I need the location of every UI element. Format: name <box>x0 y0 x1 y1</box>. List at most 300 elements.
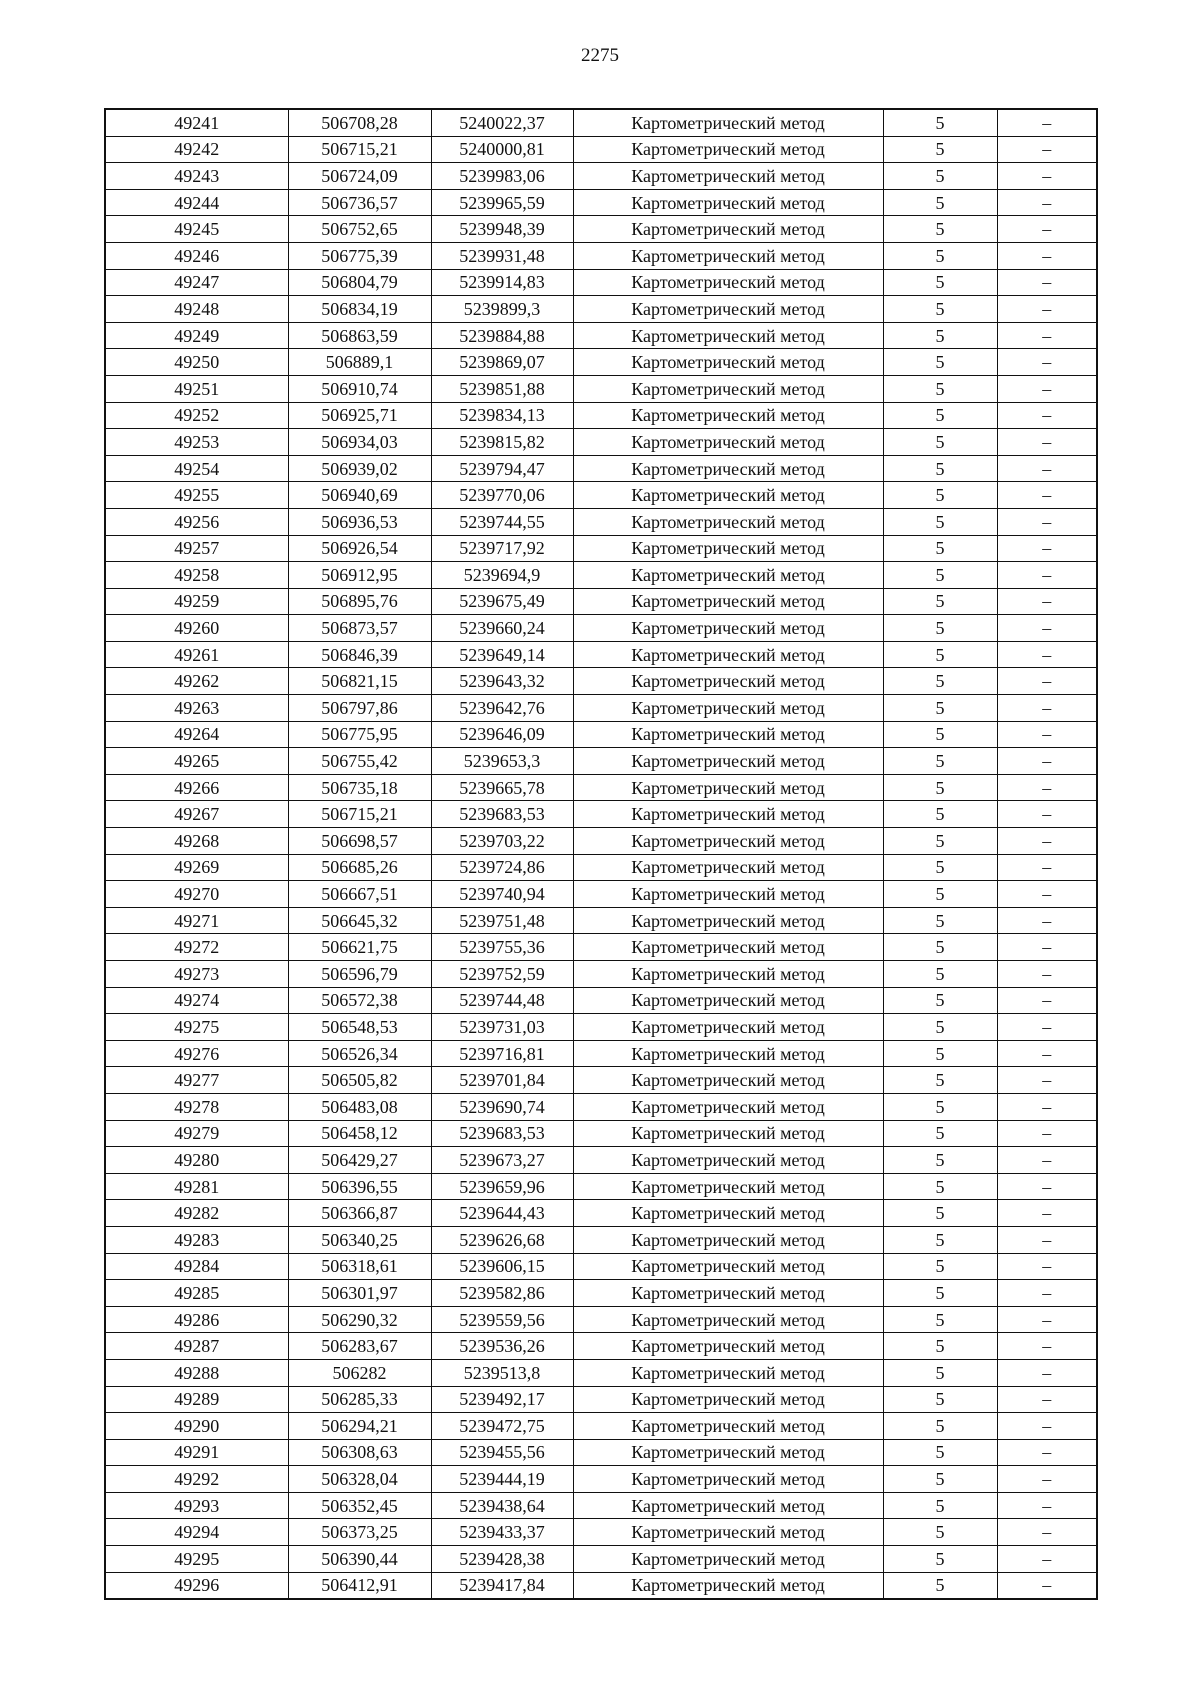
accuracy-cell: 5 <box>883 774 997 801</box>
point-id-cell: 49262 <box>105 668 288 695</box>
point-id-cell: 49251 <box>105 375 288 402</box>
method-cell: Картометрический метод <box>573 375 883 402</box>
x-coordinate-cell: 506685,26 <box>288 854 431 881</box>
accuracy-cell: 5 <box>883 1386 997 1413</box>
accuracy-cell: 5 <box>883 535 997 562</box>
method-cell: Картометрический метод <box>573 1120 883 1147</box>
point-id-cell: 49252 <box>105 402 288 429</box>
table-row <box>105 1067 1097 1094</box>
x-coordinate-cell: 506390,44 <box>288 1546 431 1573</box>
accuracy-cell: 5 <box>883 748 997 775</box>
accuracy-cell: 5 <box>883 1067 997 1094</box>
note-cell: – <box>997 163 1097 190</box>
table-row <box>105 1253 1097 1280</box>
y-coordinate-cell: 5239438,64 <box>431 1492 573 1519</box>
table-row <box>105 1200 1097 1227</box>
method-cell: Картометрический метод <box>573 562 883 589</box>
x-coordinate-cell: 506621,75 <box>288 934 431 961</box>
method-cell: Картометрический метод <box>573 1333 883 1360</box>
x-coordinate-cell: 506775,39 <box>288 242 431 269</box>
point-id-cell: 49272 <box>105 934 288 961</box>
accuracy-cell: 5 <box>883 322 997 349</box>
note-cell: – <box>997 1413 1097 1440</box>
accuracy-cell: 5 <box>883 961 997 988</box>
x-coordinate-cell: 506873,57 <box>288 615 431 642</box>
table-row <box>105 402 1097 429</box>
table-row <box>105 508 1097 535</box>
table-row <box>105 1572 1097 1599</box>
table-row <box>105 881 1097 908</box>
point-id-cell: 49285 <box>105 1280 288 1307</box>
coordinates-table-body <box>105 109 1097 1599</box>
table-row <box>105 641 1097 668</box>
y-coordinate-cell: 5239683,53 <box>431 1120 573 1147</box>
y-coordinate-cell: 5239433,37 <box>431 1519 573 1546</box>
method-cell: Картометрический метод <box>573 961 883 988</box>
accuracy-cell: 5 <box>883 1572 997 1599</box>
x-coordinate-cell: 506834,19 <box>288 296 431 323</box>
x-coordinate-cell: 506328,04 <box>288 1466 431 1493</box>
table-row <box>105 1226 1097 1253</box>
note-cell: – <box>997 987 1097 1014</box>
point-id-cell: 49243 <box>105 163 288 190</box>
x-coordinate-cell: 506429,27 <box>288 1147 431 1174</box>
table-row <box>105 1306 1097 1333</box>
y-coordinate-cell: 5239752,59 <box>431 961 573 988</box>
table-row <box>105 1120 1097 1147</box>
accuracy-cell: 5 <box>883 668 997 695</box>
method-cell: Картометрический метод <box>573 163 883 190</box>
accuracy-cell: 5 <box>883 695 997 722</box>
accuracy-cell: 5 <box>883 1519 997 1546</box>
method-cell: Картометрический метод <box>573 1253 883 1280</box>
point-id-cell: 49278 <box>105 1093 288 1120</box>
point-id-cell: 49270 <box>105 881 288 908</box>
y-coordinate-cell: 5239717,92 <box>431 535 573 562</box>
note-cell: – <box>997 801 1097 828</box>
accuracy-cell: 5 <box>883 455 997 482</box>
accuracy-cell: 5 <box>883 1466 997 1493</box>
table-row <box>105 1466 1097 1493</box>
note-cell: – <box>997 588 1097 615</box>
point-id-cell: 49258 <box>105 562 288 589</box>
note-cell: – <box>997 1333 1097 1360</box>
note-cell: – <box>997 1067 1097 1094</box>
point-id-cell: 49255 <box>105 482 288 509</box>
x-coordinate-cell: 506340,25 <box>288 1226 431 1253</box>
point-id-cell: 49267 <box>105 801 288 828</box>
x-coordinate-cell: 506724,09 <box>288 163 431 190</box>
point-id-cell: 49283 <box>105 1226 288 1253</box>
method-cell: Картометрический метод <box>573 1359 883 1386</box>
table-row <box>105 1519 1097 1546</box>
x-coordinate-cell: 506804,79 <box>288 269 431 296</box>
method-cell: Картометрический метод <box>573 1093 883 1120</box>
point-id-cell: 49257 <box>105 535 288 562</box>
y-coordinate-cell: 5239673,27 <box>431 1147 573 1174</box>
y-coordinate-cell: 5239731,03 <box>431 1014 573 1041</box>
note-cell: – <box>997 216 1097 243</box>
method-cell: Картометрический метод <box>573 482 883 509</box>
point-id-cell: 49275 <box>105 1014 288 1041</box>
method-cell: Картометрический метод <box>573 721 883 748</box>
point-id-cell: 49282 <box>105 1200 288 1227</box>
x-coordinate-cell: 506895,76 <box>288 588 431 615</box>
y-coordinate-cell: 5239626,68 <box>431 1226 573 1253</box>
note-cell: – <box>997 881 1097 908</box>
method-cell: Картометрический метод <box>573 1386 883 1413</box>
table-row <box>105 136 1097 163</box>
table-row <box>105 1173 1097 1200</box>
point-id-cell: 49261 <box>105 641 288 668</box>
y-coordinate-cell: 5239582,86 <box>431 1280 573 1307</box>
x-coordinate-cell: 506936,53 <box>288 508 431 535</box>
method-cell: Картометрический метод <box>573 269 883 296</box>
x-coordinate-cell: 506596,79 <box>288 961 431 988</box>
x-coordinate-cell: 506572,38 <box>288 987 431 1014</box>
table-row <box>105 535 1097 562</box>
x-coordinate-cell: 506846,39 <box>288 641 431 668</box>
note-cell: – <box>997 668 1097 695</box>
x-coordinate-cell: 506752,65 <box>288 216 431 243</box>
table-row <box>105 1147 1097 1174</box>
method-cell: Картометрический метод <box>573 242 883 269</box>
accuracy-cell: 5 <box>883 828 997 855</box>
x-coordinate-cell: 506715,21 <box>288 136 431 163</box>
note-cell: – <box>997 907 1097 934</box>
table-row <box>105 695 1097 722</box>
note-cell: – <box>997 1120 1097 1147</box>
accuracy-cell: 5 <box>883 907 997 934</box>
point-id-cell: 49290 <box>105 1413 288 1440</box>
y-coordinate-cell: 5239653,3 <box>431 748 573 775</box>
x-coordinate-cell: 506939,02 <box>288 455 431 482</box>
y-coordinate-cell: 5239751,48 <box>431 907 573 934</box>
y-coordinate-cell: 5239649,14 <box>431 641 573 668</box>
accuracy-cell: 5 <box>883 216 997 243</box>
y-coordinate-cell: 5239559,56 <box>431 1306 573 1333</box>
method-cell: Картометрический метод <box>573 1200 883 1227</box>
table-row <box>105 163 1097 190</box>
point-id-cell: 49280 <box>105 1147 288 1174</box>
point-id-cell: 49264 <box>105 721 288 748</box>
y-coordinate-cell: 5239659,96 <box>431 1173 573 1200</box>
point-id-cell: 49246 <box>105 242 288 269</box>
method-cell: Картометрический метод <box>573 296 883 323</box>
method-cell: Картометрический метод <box>573 934 883 961</box>
y-coordinate-cell: 5239660,24 <box>431 615 573 642</box>
x-coordinate-cell: 506934,03 <box>288 429 431 456</box>
point-id-cell: 49284 <box>105 1253 288 1280</box>
accuracy-cell: 5 <box>883 402 997 429</box>
x-coordinate-cell: 506821,15 <box>288 668 431 695</box>
note-cell: – <box>997 189 1097 216</box>
accuracy-cell: 5 <box>883 1439 997 1466</box>
note-cell: – <box>997 1014 1097 1041</box>
x-coordinate-cell: 506290,32 <box>288 1306 431 1333</box>
x-coordinate-cell: 506282 <box>288 1359 431 1386</box>
x-coordinate-cell: 506940,69 <box>288 482 431 509</box>
point-id-cell: 49263 <box>105 695 288 722</box>
point-id-cell: 49277 <box>105 1067 288 1094</box>
accuracy-cell: 5 <box>883 987 997 1014</box>
method-cell: Картометрический метод <box>573 429 883 456</box>
note-cell: – <box>997 1200 1097 1227</box>
x-coordinate-cell: 506505,82 <box>288 1067 431 1094</box>
point-id-cell: 49247 <box>105 269 288 296</box>
table-row <box>105 349 1097 376</box>
method-cell: Картометрический метод <box>573 535 883 562</box>
accuracy-cell: 5 <box>883 1546 997 1573</box>
table-row <box>105 1413 1097 1440</box>
accuracy-cell: 5 <box>883 801 997 828</box>
method-cell: Картометрический метод <box>573 455 883 482</box>
method-cell: Картометрический метод <box>573 1280 883 1307</box>
accuracy-cell: 5 <box>883 1173 997 1200</box>
y-coordinate-cell: 5239644,43 <box>431 1200 573 1227</box>
x-coordinate-cell: 506301,97 <box>288 1280 431 1307</box>
y-coordinate-cell: 5239914,83 <box>431 269 573 296</box>
accuracy-cell: 5 <box>883 641 997 668</box>
table-row <box>105 322 1097 349</box>
y-coordinate-cell: 5239642,76 <box>431 695 573 722</box>
y-coordinate-cell: 5239899,3 <box>431 296 573 323</box>
table-row <box>105 934 1097 961</box>
note-cell: – <box>997 375 1097 402</box>
table-row <box>105 774 1097 801</box>
y-coordinate-cell: 5239931,48 <box>431 242 573 269</box>
method-cell: Картометрический метод <box>573 854 883 881</box>
x-coordinate-cell: 506889,1 <box>288 349 431 376</box>
x-coordinate-cell: 506645,32 <box>288 907 431 934</box>
method-cell: Картометрический метод <box>573 774 883 801</box>
y-coordinate-cell: 5239834,13 <box>431 402 573 429</box>
table-row <box>105 987 1097 1014</box>
accuracy-cell: 5 <box>883 109 997 136</box>
note-cell: – <box>997 641 1097 668</box>
point-id-cell: 49260 <box>105 615 288 642</box>
method-cell: Картометрический метод <box>573 349 883 376</box>
y-coordinate-cell: 5239744,55 <box>431 508 573 535</box>
accuracy-cell: 5 <box>883 854 997 881</box>
note-cell: – <box>997 269 1097 296</box>
note-cell: – <box>997 961 1097 988</box>
method-cell: Картометрический метод <box>573 748 883 775</box>
table-row <box>105 801 1097 828</box>
table-row <box>105 1386 1097 1413</box>
accuracy-cell: 5 <box>883 934 997 961</box>
accuracy-cell: 5 <box>883 1147 997 1174</box>
note-cell: – <box>997 1466 1097 1493</box>
accuracy-cell: 5 <box>883 375 997 402</box>
accuracy-cell: 5 <box>883 242 997 269</box>
y-coordinate-cell: 5239690,74 <box>431 1093 573 1120</box>
x-coordinate-cell: 506698,57 <box>288 828 431 855</box>
note-cell: – <box>997 1253 1097 1280</box>
method-cell: Картометрический метод <box>573 136 883 163</box>
x-coordinate-cell: 506708,28 <box>288 109 431 136</box>
accuracy-cell: 5 <box>883 269 997 296</box>
table-row <box>105 615 1097 642</box>
page-number: 2275 <box>581 45 619 66</box>
y-coordinate-cell: 5239513,8 <box>431 1359 573 1386</box>
x-coordinate-cell: 506736,57 <box>288 189 431 216</box>
x-coordinate-cell: 506396,55 <box>288 1173 431 1200</box>
method-cell: Картометрический метод <box>573 881 883 908</box>
y-coordinate-cell: 5240022,37 <box>431 109 573 136</box>
note-cell: – <box>997 1173 1097 1200</box>
method-cell: Картометрический метод <box>573 216 883 243</box>
point-id-cell: 49274 <box>105 987 288 1014</box>
y-coordinate-cell: 5239643,32 <box>431 668 573 695</box>
x-coordinate-cell: 506366,87 <box>288 1200 431 1227</box>
note-cell: – <box>997 748 1097 775</box>
table-row <box>105 1040 1097 1067</box>
accuracy-cell: 5 <box>883 429 997 456</box>
note-cell: – <box>997 721 1097 748</box>
table-row <box>105 429 1097 456</box>
x-coordinate-cell: 506318,61 <box>288 1253 431 1280</box>
method-cell: Картометрический метод <box>573 109 883 136</box>
table-row <box>105 482 1097 509</box>
y-coordinate-cell: 5239948,39 <box>431 216 573 243</box>
accuracy-cell: 5 <box>883 721 997 748</box>
method-cell: Картометрический метод <box>573 1519 883 1546</box>
y-coordinate-cell: 5239683,53 <box>431 801 573 828</box>
table-row <box>105 1014 1097 1041</box>
y-coordinate-cell: 5239744,48 <box>431 987 573 1014</box>
point-id-cell: 49276 <box>105 1040 288 1067</box>
note-cell: – <box>997 402 1097 429</box>
table-row <box>105 907 1097 934</box>
point-id-cell: 49286 <box>105 1306 288 1333</box>
note-cell: – <box>997 1439 1097 1466</box>
accuracy-cell: 5 <box>883 1492 997 1519</box>
note-cell: – <box>997 109 1097 136</box>
accuracy-cell: 5 <box>883 588 997 615</box>
x-coordinate-cell: 506926,54 <box>288 535 431 562</box>
table-row <box>105 748 1097 775</box>
method-cell: Картометрический метод <box>573 402 883 429</box>
accuracy-cell: 5 <box>883 1306 997 1333</box>
accuracy-cell: 5 <box>883 615 997 642</box>
table-row <box>105 588 1097 615</box>
table-row <box>105 455 1097 482</box>
y-coordinate-cell: 5239675,49 <box>431 588 573 615</box>
note-cell: – <box>997 1306 1097 1333</box>
table-row <box>105 189 1097 216</box>
note-cell: – <box>997 695 1097 722</box>
y-coordinate-cell: 5239716,81 <box>431 1040 573 1067</box>
x-coordinate-cell: 506863,59 <box>288 322 431 349</box>
method-cell: Картометрический метод <box>573 1173 883 1200</box>
table-row <box>105 961 1097 988</box>
method-cell: Картометрический метод <box>573 668 883 695</box>
note-cell: – <box>997 1093 1097 1120</box>
accuracy-cell: 5 <box>883 508 997 535</box>
x-coordinate-cell: 506412,91 <box>288 1572 431 1599</box>
point-id-cell: 49268 <box>105 828 288 855</box>
y-coordinate-cell: 5239794,47 <box>431 455 573 482</box>
method-cell: Картометрический метод <box>573 641 883 668</box>
x-coordinate-cell: 506458,12 <box>288 1120 431 1147</box>
y-coordinate-cell: 5239444,19 <box>431 1466 573 1493</box>
table-row <box>105 216 1097 243</box>
x-coordinate-cell: 506715,21 <box>288 801 431 828</box>
point-id-cell: 49254 <box>105 455 288 482</box>
method-cell: Картометрический метод <box>573 1014 883 1041</box>
y-coordinate-cell: 5239815,82 <box>431 429 573 456</box>
method-cell: Картометрический метод <box>573 1147 883 1174</box>
x-coordinate-cell: 506373,25 <box>288 1519 431 1546</box>
point-id-cell: 49256 <box>105 508 288 535</box>
note-cell: – <box>997 429 1097 456</box>
note-cell: – <box>997 934 1097 961</box>
accuracy-cell: 5 <box>883 1226 997 1253</box>
table-row <box>105 269 1097 296</box>
point-id-cell: 49245 <box>105 216 288 243</box>
accuracy-cell: 5 <box>883 296 997 323</box>
x-coordinate-cell: 506483,08 <box>288 1093 431 1120</box>
accuracy-cell: 5 <box>883 1253 997 1280</box>
note-cell: – <box>997 1572 1097 1599</box>
y-coordinate-cell: 5239455,56 <box>431 1439 573 1466</box>
x-coordinate-cell: 506526,34 <box>288 1040 431 1067</box>
x-coordinate-cell: 506352,45 <box>288 1492 431 1519</box>
method-cell: Картометрический метод <box>573 588 883 615</box>
note-cell: – <box>997 1147 1097 1174</box>
y-coordinate-cell: 5239965,59 <box>431 189 573 216</box>
note-cell: – <box>997 349 1097 376</box>
y-coordinate-cell: 5239869,07 <box>431 349 573 376</box>
point-id-cell: 49294 <box>105 1519 288 1546</box>
x-coordinate-cell: 506755,42 <box>288 748 431 775</box>
accuracy-cell: 5 <box>883 1333 997 1360</box>
x-coordinate-cell: 506308,63 <box>288 1439 431 1466</box>
x-coordinate-cell: 506283,67 <box>288 1333 431 1360</box>
point-id-cell: 49296 <box>105 1572 288 1599</box>
note-cell: – <box>997 482 1097 509</box>
method-cell: Картометрический метод <box>573 508 883 535</box>
note-cell: – <box>997 615 1097 642</box>
point-id-cell: 49281 <box>105 1173 288 1200</box>
y-coordinate-cell: 5239851,88 <box>431 375 573 402</box>
table-row <box>105 296 1097 323</box>
point-id-cell: 49250 <box>105 349 288 376</box>
table-row <box>105 1093 1097 1120</box>
accuracy-cell: 5 <box>883 1280 997 1307</box>
point-id-cell: 49265 <box>105 748 288 775</box>
method-cell: Картометрический метод <box>573 1546 883 1573</box>
point-id-cell: 49241 <box>105 109 288 136</box>
y-coordinate-cell: 5239472,75 <box>431 1413 573 1440</box>
accuracy-cell: 5 <box>883 1359 997 1386</box>
point-id-cell: 49266 <box>105 774 288 801</box>
y-coordinate-cell: 5239701,84 <box>431 1067 573 1094</box>
point-id-cell: 49259 <box>105 588 288 615</box>
point-id-cell: 49269 <box>105 854 288 881</box>
note-cell: – <box>997 508 1097 535</box>
x-coordinate-cell: 506925,71 <box>288 402 431 429</box>
table-row <box>105 242 1097 269</box>
point-id-cell: 49293 <box>105 1492 288 1519</box>
table-row <box>105 1359 1097 1386</box>
note-cell: – <box>997 535 1097 562</box>
accuracy-cell: 5 <box>883 881 997 908</box>
y-coordinate-cell: 5239606,15 <box>431 1253 573 1280</box>
table-row <box>105 668 1097 695</box>
method-cell: Картометрический метод <box>573 987 883 1014</box>
